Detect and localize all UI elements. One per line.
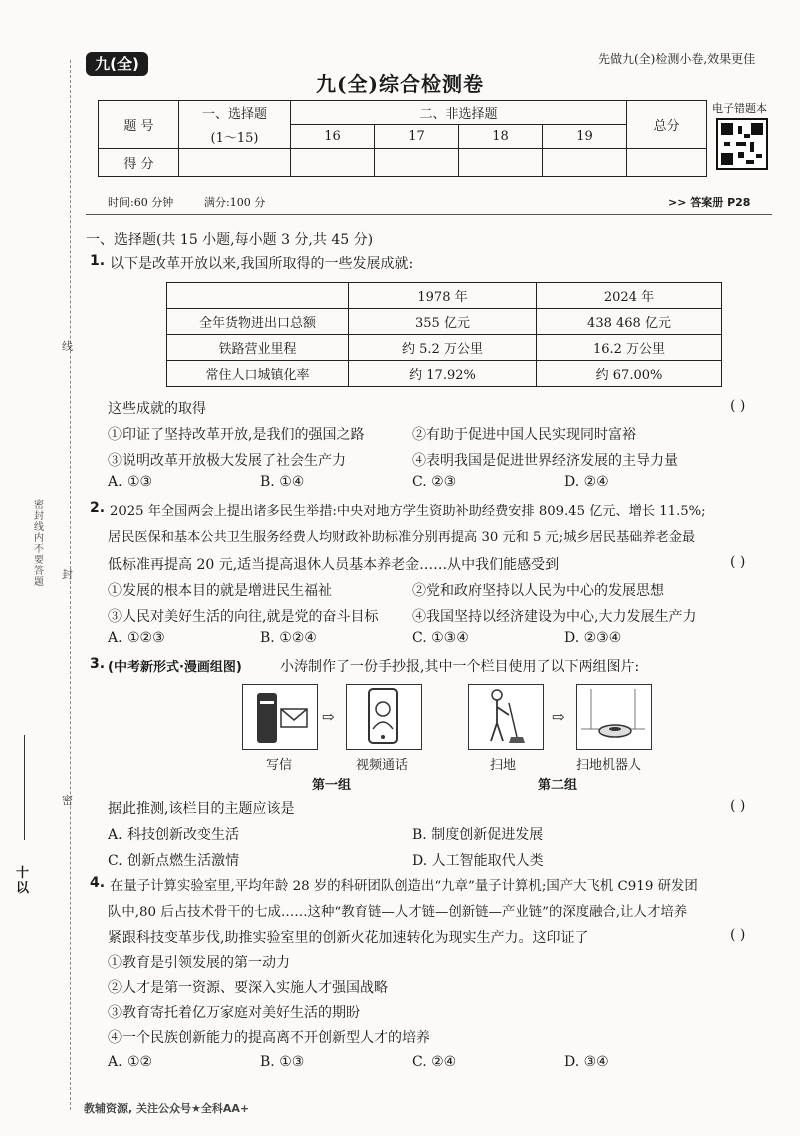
page-title: 九(全)综合检测卷 [316,72,484,96]
q4-statement-2: ②人才是第一资源、要深入实施人才强国战略 [108,980,388,996]
binding-line [70,60,71,1110]
q1-stem: 以下是改革开放以来,我国所取得的一些发展成就: [110,256,414,272]
caption-sweeping: 扫地 [490,758,517,773]
score-cell[interactable] [375,149,459,177]
total-label: 总分 [627,101,707,149]
q4-option-c[interactable]: C. ②④ [412,1054,457,1070]
question-number-1: 1. [90,253,106,269]
score-cell[interactable] [627,149,707,177]
q4-option-d[interactable]: D. ③④ [564,1054,609,1070]
group-2-label: 第二组 [538,778,578,793]
part1-label: 一、选择题 [179,101,291,125]
table-row [167,361,722,387]
q2-statement-2: ②党和政府坚持以人民为中心的发展思想 [412,583,664,599]
video-call-picture [346,684,422,750]
score-table [98,100,707,177]
q2-option-d[interactable]: D. ②③④ [564,630,622,646]
table-header-cell: 2024 年 [537,283,722,309]
robot-vacuum-picture [576,684,652,750]
q1-statement-1: ①印证了坚持改革开放,是我们的强国之路 [108,427,365,443]
q3-option-c[interactable]: C. 创新点燃生活激情 [108,853,240,869]
q3-tag: (中考新形式·漫画组图) [108,660,242,675]
q4-statement-3: ③教育寄托着亿万家庭对美好生活的期盼 [108,1005,360,1021]
q3-option-b[interactable]: B. 制度创新促进发展 [412,827,544,843]
q4-stem-line-3: 紧跟科技变革步伐,助推实验室里的创新火花加速转化为现实生产力。这印证了 [108,930,589,946]
caption-letter: 写信 [266,758,293,773]
q2-stem-line-1: 2025 年全国两会上提出诸多民生举措:中央对地方学生资助补助经费安排 809.45 亿元、增长 11.5%; [110,504,706,519]
binding-char-xian: 线 [62,340,73,353]
table-header-cell: 1978 年 [349,283,537,309]
binding-notice: 密封线内不要答题 [34,500,44,588]
mailbox-letter-picture [242,684,318,750]
question-number-3: 3. [90,656,106,672]
table-cell: 约 17.92% [349,361,537,387]
q4-stem-line-1: 在量子计算实验室里,平均年龄 28 岁的科研团队创造出“九章”量子计算机;国产大飞机 C919 研发团 [110,879,698,894]
score-cell[interactable] [459,149,543,177]
q1-statement-4: ④表明我国是促进世界经济发展的主导力量 [412,453,678,469]
table-cell: 常住人口城镇化率 [167,361,349,387]
q3-option-d[interactable]: D. 人工智能取代人类 [412,853,544,869]
row-label-score: 得 分 [99,149,179,177]
q2-stem-line-3: 低标准再提高 20 元,适当提高退休人员基本养老金……从中我们能感受到 [108,557,560,573]
caption-robot-vacuum: 扫地机器人 [576,758,642,773]
q4-stem-line-2: 队中,80 后占技术骨干的七成……这种“教育链—人才链—创新链—产业链”的深度融合,让人才培养 [108,905,688,920]
score-cell[interactable] [543,149,627,177]
q1-option-c[interactable]: C. ②③ [412,474,457,490]
caption-video-call: 视频通话 [356,758,409,773]
qr-code-icon[interactable] [716,118,768,170]
table-cell: 全年货物进出口总额 [167,309,349,335]
part2-label: 二、非选择题 [291,101,627,125]
table-cell: 355 亿元 [349,309,537,335]
table-cell: 铁路营业里程 [167,335,349,361]
q1-lead: 这些成就的取得 [108,401,206,417]
q2-statement-4: ④我国坚持以经济建设为中心,大力发展生产力 [412,609,697,625]
q3-option-a[interactable]: A. 科技创新改变生活 [108,827,240,843]
q3-stem: 小涛制作了一份手抄报,其中一个栏目使用了以下两组图片: [280,659,640,675]
binding-char-feng: 封 [62,568,73,581]
q1-statement-2: ②有助于促进中国人民实现同时富裕 [412,427,636,443]
arrow-right-icon: ⇨ [552,708,565,726]
binding-char-mi: 密 [62,794,73,807]
table-cell: 约 5.2 万公里 [349,335,537,361]
q1-option-b[interactable]: B. ①④ [260,474,305,490]
name-label: 十 以 [16,866,30,896]
score-cell[interactable] [179,149,291,177]
table-cell: 16.2 万公里 [537,335,722,361]
q4-option-a[interactable]: A. ①② [108,1054,153,1070]
q4-option-b[interactable]: B. ①③ [260,1054,305,1070]
answer-blank-1[interactable]: ( ) [730,398,746,414]
answer-reference: >> 答案册 P28 [668,196,751,209]
class-blank-line [24,735,25,840]
table-cell: 438 468 亿元 [537,309,722,335]
table-header-cell [167,283,349,309]
table-row [167,335,722,361]
qr-label: 电子错题本 [712,102,767,115]
q-number-17: 17 [375,125,459,149]
q-number-18: 18 [459,125,543,149]
q4-statement-1: ①教育是引领发展的第一动力 [108,955,290,971]
table-cell: 约 67.00% [537,361,722,387]
q-number-19: 19 [543,125,627,149]
section-heading: 一、选择题(共 15 小题,每小题 3 分,共 45 分) [86,232,374,248]
q2-option-c[interactable]: C. ①③④ [412,630,469,646]
header-divider [86,214,772,215]
part1-range: (1～15) [179,125,291,149]
footer-text: 教辅资源, 关注公众号★全科AA+ [84,1102,250,1115]
q2-statement-1: ①发展的根本目的就是增进民生福祉 [108,583,332,599]
q2-stem-line-2: 居民医保和基本公共卫生服务经费人均财政补助标准分别再提高 30 元和 5 元;城乡居民基础养老金最 [108,530,696,545]
question-number-4: 4. [90,875,106,891]
score-cell[interactable] [291,149,375,177]
q1-statement-3: ③说明改革开放极大发展了社会生产力 [108,453,346,469]
question-number-2: 2. [90,500,106,516]
q2-statement-3: ③人民对美好生活的向往,就是党的奋斗目标 [108,609,379,625]
table-row [167,309,722,335]
answer-blank-3[interactable]: ( ) [730,798,746,814]
full-score: 满分:100 分 [204,196,266,209]
q1-data-table [166,282,722,387]
sweeping-picture [468,684,544,750]
row-label-number: 题 号 [99,101,179,149]
q1-option-d[interactable]: D. ②④ [564,474,609,490]
group-1-label: 第一组 [312,778,352,793]
arrow-right-icon: ⇨ [322,708,335,726]
tip-text: 先做九(全)检测小卷,效果更佳 [598,52,756,66]
q4-statement-4: ④一个民族创新能力的提高离不开创新型人才的培养 [108,1030,430,1046]
q2-option-b[interactable]: B. ①②④ [260,630,317,646]
answer-blank-4[interactable]: ( ) [730,927,746,943]
q1-option-a[interactable]: A. ①③ [108,474,153,490]
answer-blank-2[interactable]: ( ) [730,554,746,570]
q2-option-a[interactable]: A. ①②③ [108,630,165,646]
time-info: 时间:60 分钟 [108,196,174,209]
q-number-16: 16 [291,125,375,149]
grade-badge: 九(全) [86,52,148,76]
q3-lead: 据此推测,该栏目的主题应该是 [108,801,295,817]
